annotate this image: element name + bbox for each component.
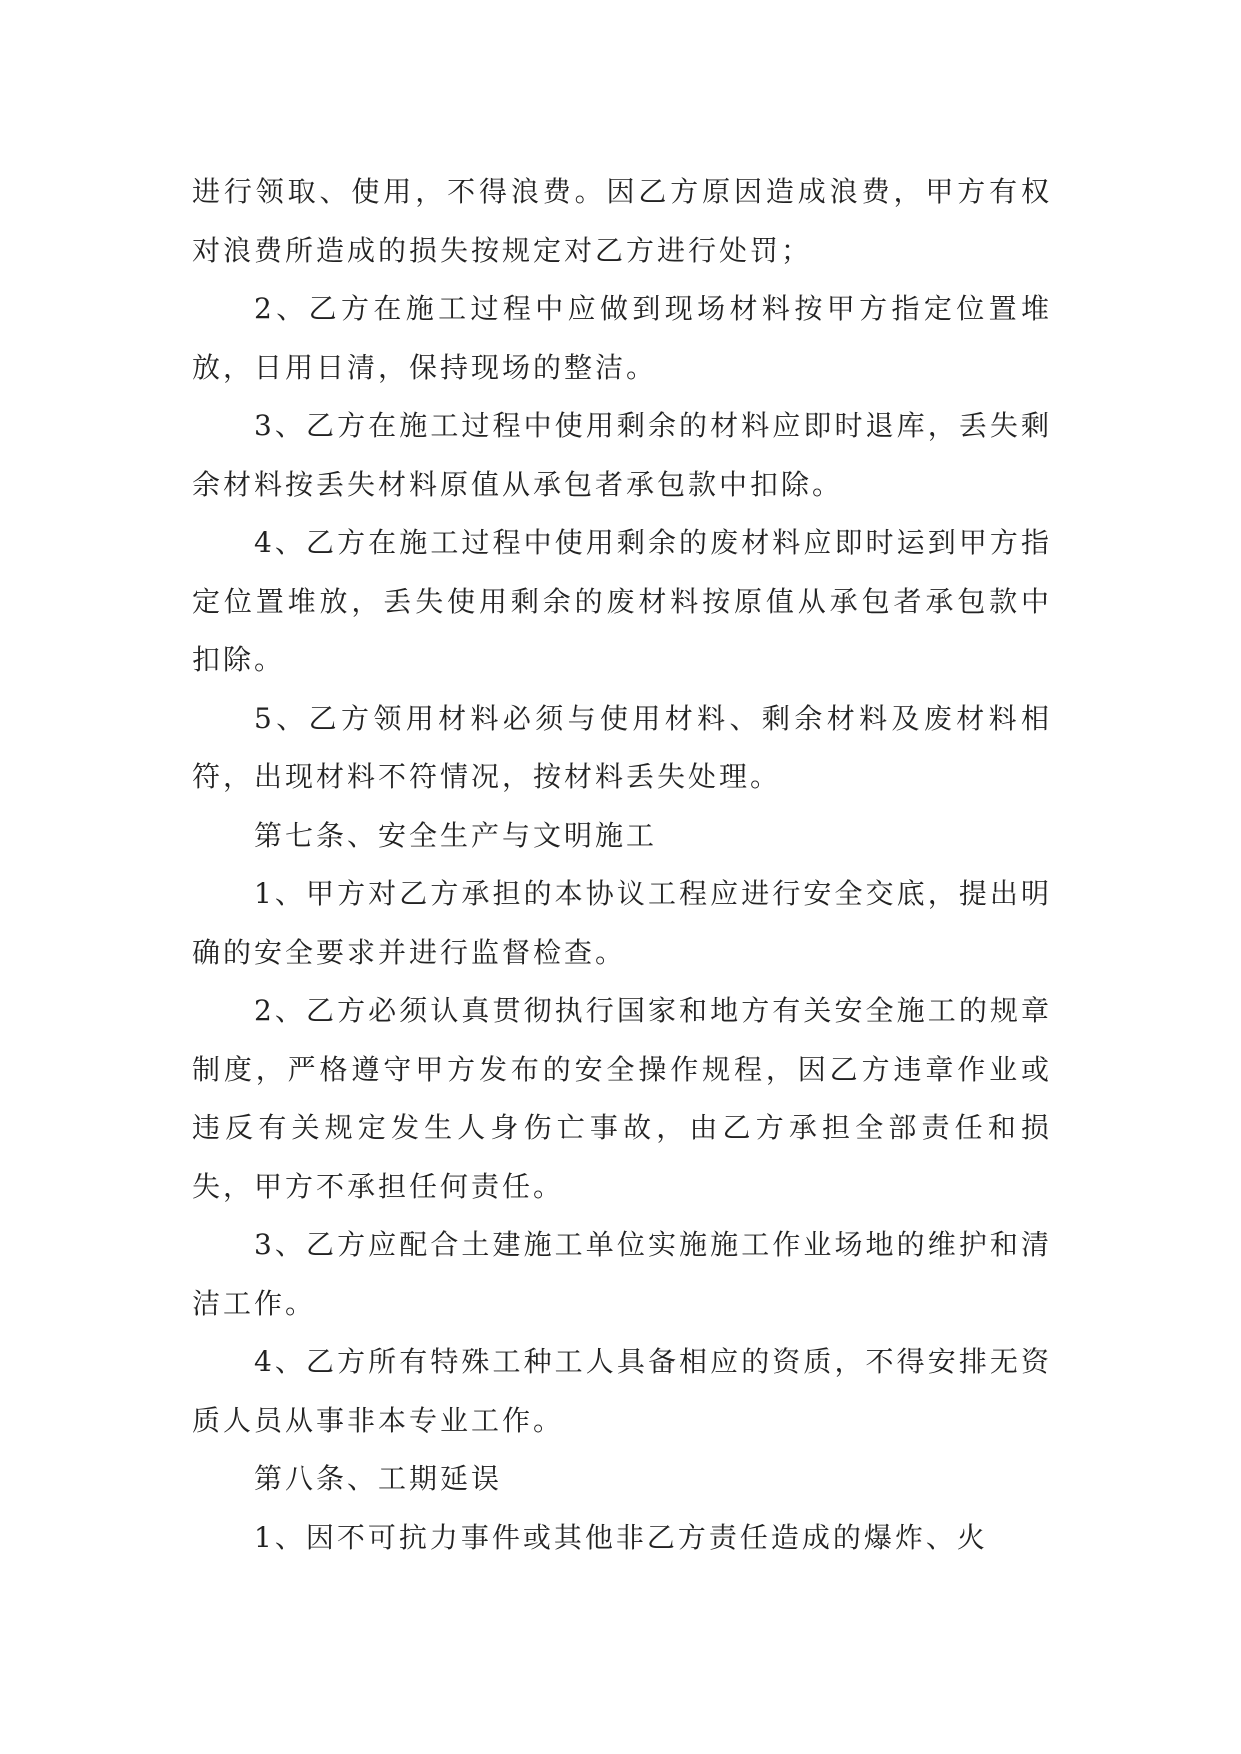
paragraph-item-3: 3、乙方在施工过程中使用剩余的材料应即时退库，丢失剩余材料按丢失材料原值从承包者承包款中扣除。 [192,409,1052,501]
document-page [192,163,1052,1567]
paragraph-item-5: 5、乙方领用材料必须与使用材料、剩余材料及废材料相符，出现材料不符情况，按材料丢失处理。 [192,701,1052,793]
paragraph-article7-item-2: 2、乙方必须认真贯彻执行国家和地方有关安全施工的规章制度，严格遵守甲方发布的安全操作规程，因乙方违章作业或违反有关规定发生人身伤亡事故，由乙方承担全部责任和损失，甲方不承担任何责任。 [192,994,1052,1203]
section-heading-article-8: 第八条、工期延误 [254,1462,503,1495]
paragraph-item-4: 4、乙方在施工过程中使用剩余的废材料应即时运到甲方指定位置堆放，丢失使用剩余的废材料按原值从承包者承包款中扣除。 [192,526,1052,676]
paragraph-article7-item-1: 1、甲方对乙方承担的本协议工程应进行安全交底，提出明确的安全要求并进行监督检查。 [192,877,1052,969]
section-heading-article-7: 第七条、安全生产与文明施工 [254,818,658,852]
paragraph-article7-item-3: 3、乙方应配合土建施工单位实施施工作业场地的维护和清洁工作。 [192,1228,1052,1320]
paragraph-article7-item-4: 4、乙方所有特殊工种工人具备相应的资质，不得安排无资质人员从事非本专业工作。 [192,1345,1052,1437]
paragraph-continuation: 进行领取、使用，不得浪费。因乙方原因造成浪费，甲方有权对浪费所造成的损失按规定对乙方进行处罚； [192,175,1052,267]
paragraph-article8-item-1: 1、因不可抗力事件或其他非乙方责任造成的爆炸、火 [254,1520,988,1554]
paragraph-item-2: 2、乙方在施工过程中应做到现场材料按甲方指定位置堆放，日用日清，保持现场的整洁。 [192,292,1052,384]
